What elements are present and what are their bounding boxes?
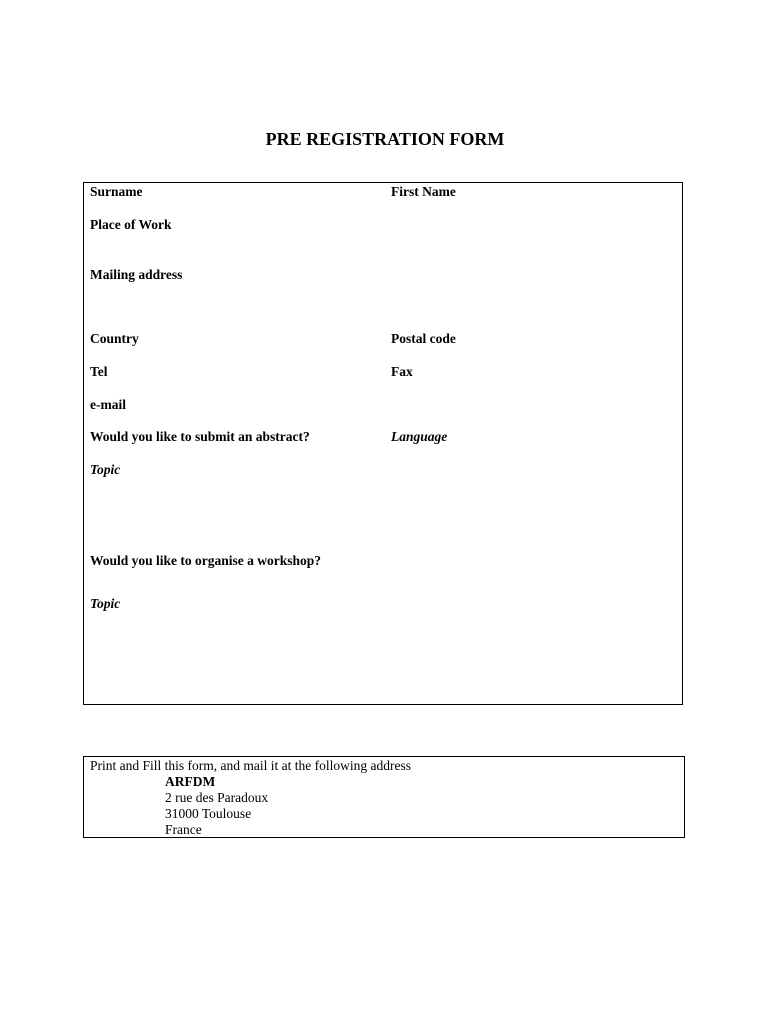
address-street: 2 rue des Paradoux <box>165 790 269 805</box>
place-of-work-label: Place of Work <box>90 217 172 232</box>
surname-label: Surname <box>90 184 143 199</box>
postal-code-label: Postal code <box>391 331 456 346</box>
address-city: 31000 Toulouse <box>165 806 252 821</box>
first-name-label: First Name <box>391 184 456 199</box>
address-organization: ARFDM <box>165 774 216 789</box>
workshop-question-label: Would you like to organise a workshop? <box>90 553 322 568</box>
mailing-instructions-box <box>83 756 685 838</box>
email-label: e-mail <box>90 397 126 412</box>
mail-instruction-text: Print and Fill this form, and mail it at the following address <box>90 758 411 773</box>
abstract-question-label: Would you like to submit an abstract? <box>90 429 310 444</box>
language-label: Language <box>391 429 448 444</box>
workshop-topic-label: Topic <box>90 596 121 611</box>
address-country: France <box>165 822 202 837</box>
abstract-topic-label: Topic <box>90 462 121 477</box>
fax-label: Fax <box>391 364 413 379</box>
tel-label: Tel <box>90 364 108 379</box>
registration-form-box <box>83 182 683 705</box>
country-label: Country <box>90 331 139 346</box>
form-title: PRE REGISTRATION FORM <box>265 129 505 149</box>
mailing-address-label: Mailing address <box>90 267 183 282</box>
